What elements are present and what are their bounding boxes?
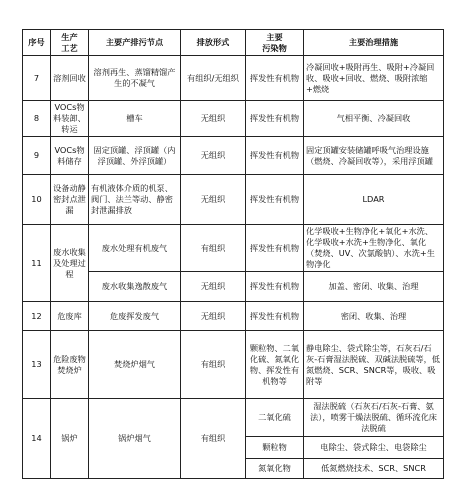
cell-pollutant: 颗粒物、二氧化硫、氮氧化物、挥发性有机物等 — [246, 331, 304, 399]
cell-form: 有组织 — [181, 225, 246, 272]
cell-form: 无组织 — [181, 137, 246, 175]
pollution-control-table — [22, 29, 444, 479]
cell-process: 锅炉 — [51, 399, 89, 479]
cell-no: 11 — [23, 225, 51, 302]
cell-measure: 低氮燃烧技术、SCR、SNCR — [304, 459, 444, 479]
cell-pollutant: 二氧化硫 — [246, 399, 304, 437]
cell-measure: 固定顶罐安装储罐呼吸气治理设施（燃烧、冷凝回收等），采用浮顶罐 — [304, 137, 444, 175]
cell-pollutant: 挥发性有机物 — [246, 137, 304, 175]
cell-measure: 电除尘、袋式除尘、电袋除尘 — [304, 437, 444, 459]
header-row — [23, 30, 444, 56]
cell-process: VOCs物料储存 — [51, 137, 89, 175]
cell-form: 有组织 — [181, 399, 246, 479]
cell-form: 无组织 — [181, 175, 246, 225]
cell-no: 10 — [23, 175, 51, 225]
cell-node: 废水处理有机废气 — [89, 225, 181, 272]
cell-form: 有组织 — [181, 331, 246, 399]
table-row — [23, 331, 444, 399]
table-row — [23, 399, 444, 437]
table-row — [23, 225, 444, 272]
header-measure: 主要治理措施 — [304, 30, 444, 56]
cell-process: 废水收集及处理过程 — [51, 225, 89, 302]
cell-process: 危险废物焚烧炉 — [51, 331, 89, 399]
table-row — [23, 175, 444, 225]
cell-process: 溶剂回收 — [51, 56, 89, 101]
cell-process: VOCs物料装卸、转运 — [51, 101, 89, 137]
cell-node: 废水收集逸散废气 — [89, 272, 181, 302]
header-node: 主要产排污节点 — [89, 30, 181, 56]
cell-pollutant: 挥发性有机物 — [246, 56, 304, 101]
table-row — [23, 101, 444, 137]
cell-form: 无组织 — [181, 302, 246, 331]
cell-pollutant: 挥发性有机物 — [246, 302, 304, 331]
table-row — [23, 137, 444, 175]
cell-pollutant: 挥发性有机物 — [246, 225, 304, 272]
cell-process: 危废库 — [51, 302, 89, 331]
cell-pollutant: 挥发性有机物 — [246, 101, 304, 137]
header-form: 排放形式 — [181, 30, 246, 56]
cell-measure: 密闭、收集、治理 — [304, 302, 444, 331]
cell-pollutant: 颗粒物 — [246, 437, 304, 459]
cell-measure: 化学吸收+生物净化+氧化+水洗、化学吸收+水洗+生物净化、氧化（焚烧、UV、次氯酸钠）、水洗+生物净化 — [304, 225, 444, 272]
cell-no: 13 — [23, 331, 51, 399]
cell-pollutant: 挥发性有机物 — [246, 175, 304, 225]
cell-measure: LDAR — [304, 175, 444, 225]
cell-node: 有机液体介质的机泵、阀门、法兰等动、静密封泄漏排放 — [89, 175, 181, 225]
cell-measure: 冷凝回收+吸附再生、吸附+冷凝回收、吸收+回收、燃烧、吸附浓缩+燃烧 — [304, 56, 444, 101]
cell-no: 14 — [23, 399, 51, 479]
cell-node: 焚烧炉烟气 — [89, 331, 181, 399]
cell-pollutant: 挥发性有机物 — [246, 272, 304, 302]
cell-node: 锅炉烟气 — [89, 399, 181, 479]
header-no: 序号 — [23, 30, 51, 56]
cell-no: 9 — [23, 137, 51, 175]
cell-no: 12 — [23, 302, 51, 331]
cell-measure: 气相平衡、冷凝回收 — [304, 101, 444, 137]
cell-form: 无组织 — [181, 101, 246, 137]
cell-node: 危废挥发废气 — [89, 302, 181, 331]
cell-process: 设备动静密封点泄漏 — [51, 175, 89, 225]
table-row — [23, 56, 444, 101]
cell-node: 槽车 — [89, 101, 181, 137]
header-process: 生产 工艺 — [51, 30, 89, 56]
cell-node: 溶剂再生、蒸馏精馏产生的不凝气 — [89, 56, 181, 101]
cell-no: 7 — [23, 56, 51, 101]
cell-no: 8 — [23, 101, 51, 137]
cell-form: 无组织 — [181, 272, 246, 302]
cell-node: 固定顶罐、浮顶罐（内浮顶罐、外浮顶罐） — [89, 137, 181, 175]
cell-measure: 加盖、密闭、收集、治理 — [304, 272, 444, 302]
cell-pollutant: 氮氧化物 — [246, 459, 304, 479]
cell-measure: 静电除尘、袋式除尘等，石灰石/石灰-石膏湿法脱硫、双碱法脱硫等，低氮燃烧、SCR、SNCR等，吸收、吸附等 — [304, 331, 444, 399]
table-row — [23, 302, 444, 331]
cell-measure: 湿法脱硫（石灰石/石灰-石膏、氨法），喷雾干燥法脱硫、循环流化床法脱硫 — [304, 399, 444, 437]
header-pollutant: 主要 污染物 — [246, 30, 304, 56]
cell-form: 有组织/无组织 — [181, 56, 246, 101]
